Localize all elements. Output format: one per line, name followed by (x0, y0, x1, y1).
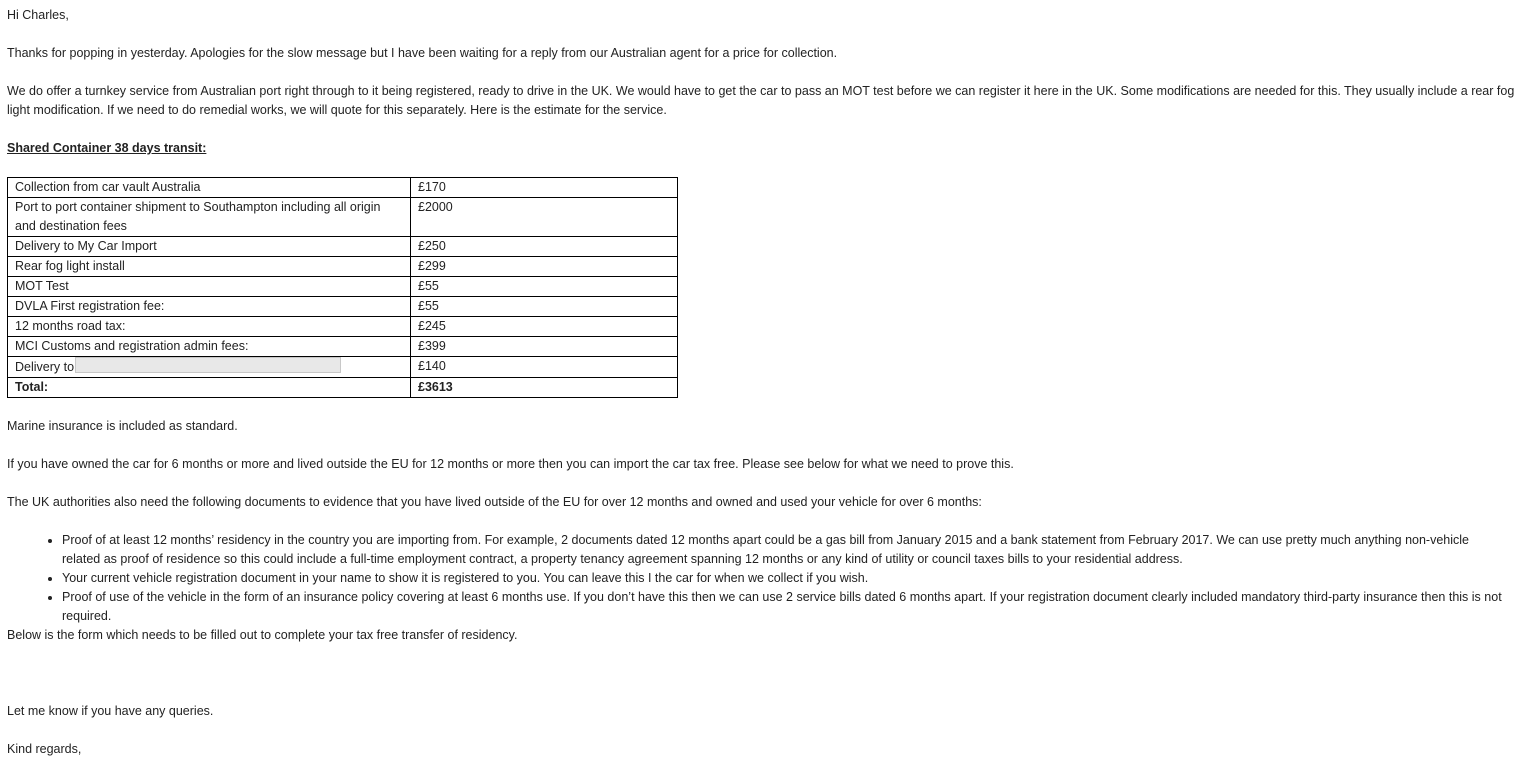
price-cell: £140 (411, 357, 678, 378)
price-cell: £2000 (411, 198, 678, 237)
list-item: • Proof of at least 12 months’ residency in the country you are importing from. For example, 2 documents dated 12 months apart could be a gas bill from January 2015 and a bank statement from February 2017. We can use pretty much anything non-vehicle related as proof of residence so this could include a full-time employment contract, a property tenancy agreement spanning 12 months or any kind of utility or council taxes bills to your residential address. (62, 531, 1518, 569)
documents-intro: The UK authorities also need the following documents to evidence that you have lived outside of the EU for over 12 months and owned and used your vehicle for over 6 months: (7, 495, 982, 509)
price-cell: £170 (411, 178, 678, 198)
table-row (8, 357, 678, 378)
table-row (8, 178, 678, 198)
price-cell: £55 (411, 277, 678, 297)
email-body (7, 6, 1518, 759)
table-row (8, 317, 678, 337)
item-cell: Rear fog light install (8, 257, 411, 277)
item-cell: MCI Customs and registration admin fees: (8, 337, 411, 357)
table-row (8, 198, 678, 237)
item-cell: Port to port container shipment to Southampton including all origin and destination fees (8, 198, 411, 237)
item-cell: Collection from car vault Australia (8, 178, 411, 198)
list-item: • Proof of use of the vehicle in the form of an insurance policy covering at least 6 months use. If you don’t have this then we can use 2 service bills dated 6 months apart. If your registration document clearly included mandatory third-party insurance then this is not required. (62, 588, 1518, 626)
tax-free-note: If you have owned the car for 6 months or more and lived outside the EU for 12 months or more then you can import the car tax free. Please see below for what we need to prove this. (7, 457, 1014, 471)
price-cell: £299 (411, 257, 678, 277)
item-cell (8, 357, 411, 378)
table-row (8, 337, 678, 357)
documents-list (7, 531, 1518, 626)
item-cell: Delivery to My Car Import (8, 237, 411, 257)
price-cell: £250 (411, 237, 678, 257)
total-row (8, 378, 678, 398)
greeting: Hi Charles, (7, 8, 69, 22)
item-cell: MOT Test (8, 277, 411, 297)
table-row (8, 277, 678, 297)
delivery-label: Delivery to (15, 360, 75, 374)
price-cell: £55 (411, 297, 678, 317)
table-row (8, 257, 678, 277)
table-row (8, 237, 678, 257)
price-cell: £245 (411, 317, 678, 337)
list-item: • Your current vehicle registration document in your name to show it is registered to you. You can leave this I the car for when we collect if you wish. (62, 569, 1518, 588)
item-cell: DVLA First registration fee: (8, 297, 411, 317)
insurance-note: Marine insurance is included as standard. (7, 419, 238, 433)
total-price: £3613 (411, 378, 678, 398)
item-cell: 12 months road tax: (8, 317, 411, 337)
intro-paragraph: Thanks for popping in yesterday. Apologies for the slow message but I have been waiting for a reply from our Australian agent for a price for collection. (7, 46, 838, 60)
price-cell: £399 (411, 337, 678, 357)
quote-heading: Shared Container 38 days transit: (7, 141, 207, 155)
queries-note: Let me know if you have any queries. (7, 704, 214, 718)
service-paragraph: We do offer a turnkey service from Australian port right through to it being registered, ready to drive in the UK. We would have to get the car to pass an MOT test before we can register it here in the UK. Some modifications are needed for this. They usually include a rear fog light modification. If we need to do remedial works, we will quote for this separately. Here is the estimate for the service. (7, 84, 1515, 117)
quote-table (7, 177, 678, 398)
sign-off: Kind regards, (7, 742, 82, 756)
form-note: Below is the form which needs to be filled out to complete your tax free transfer of residency. (7, 628, 518, 642)
table-row (8, 297, 678, 317)
total-label: Total: (8, 378, 411, 398)
redacted-address (75, 357, 341, 373)
